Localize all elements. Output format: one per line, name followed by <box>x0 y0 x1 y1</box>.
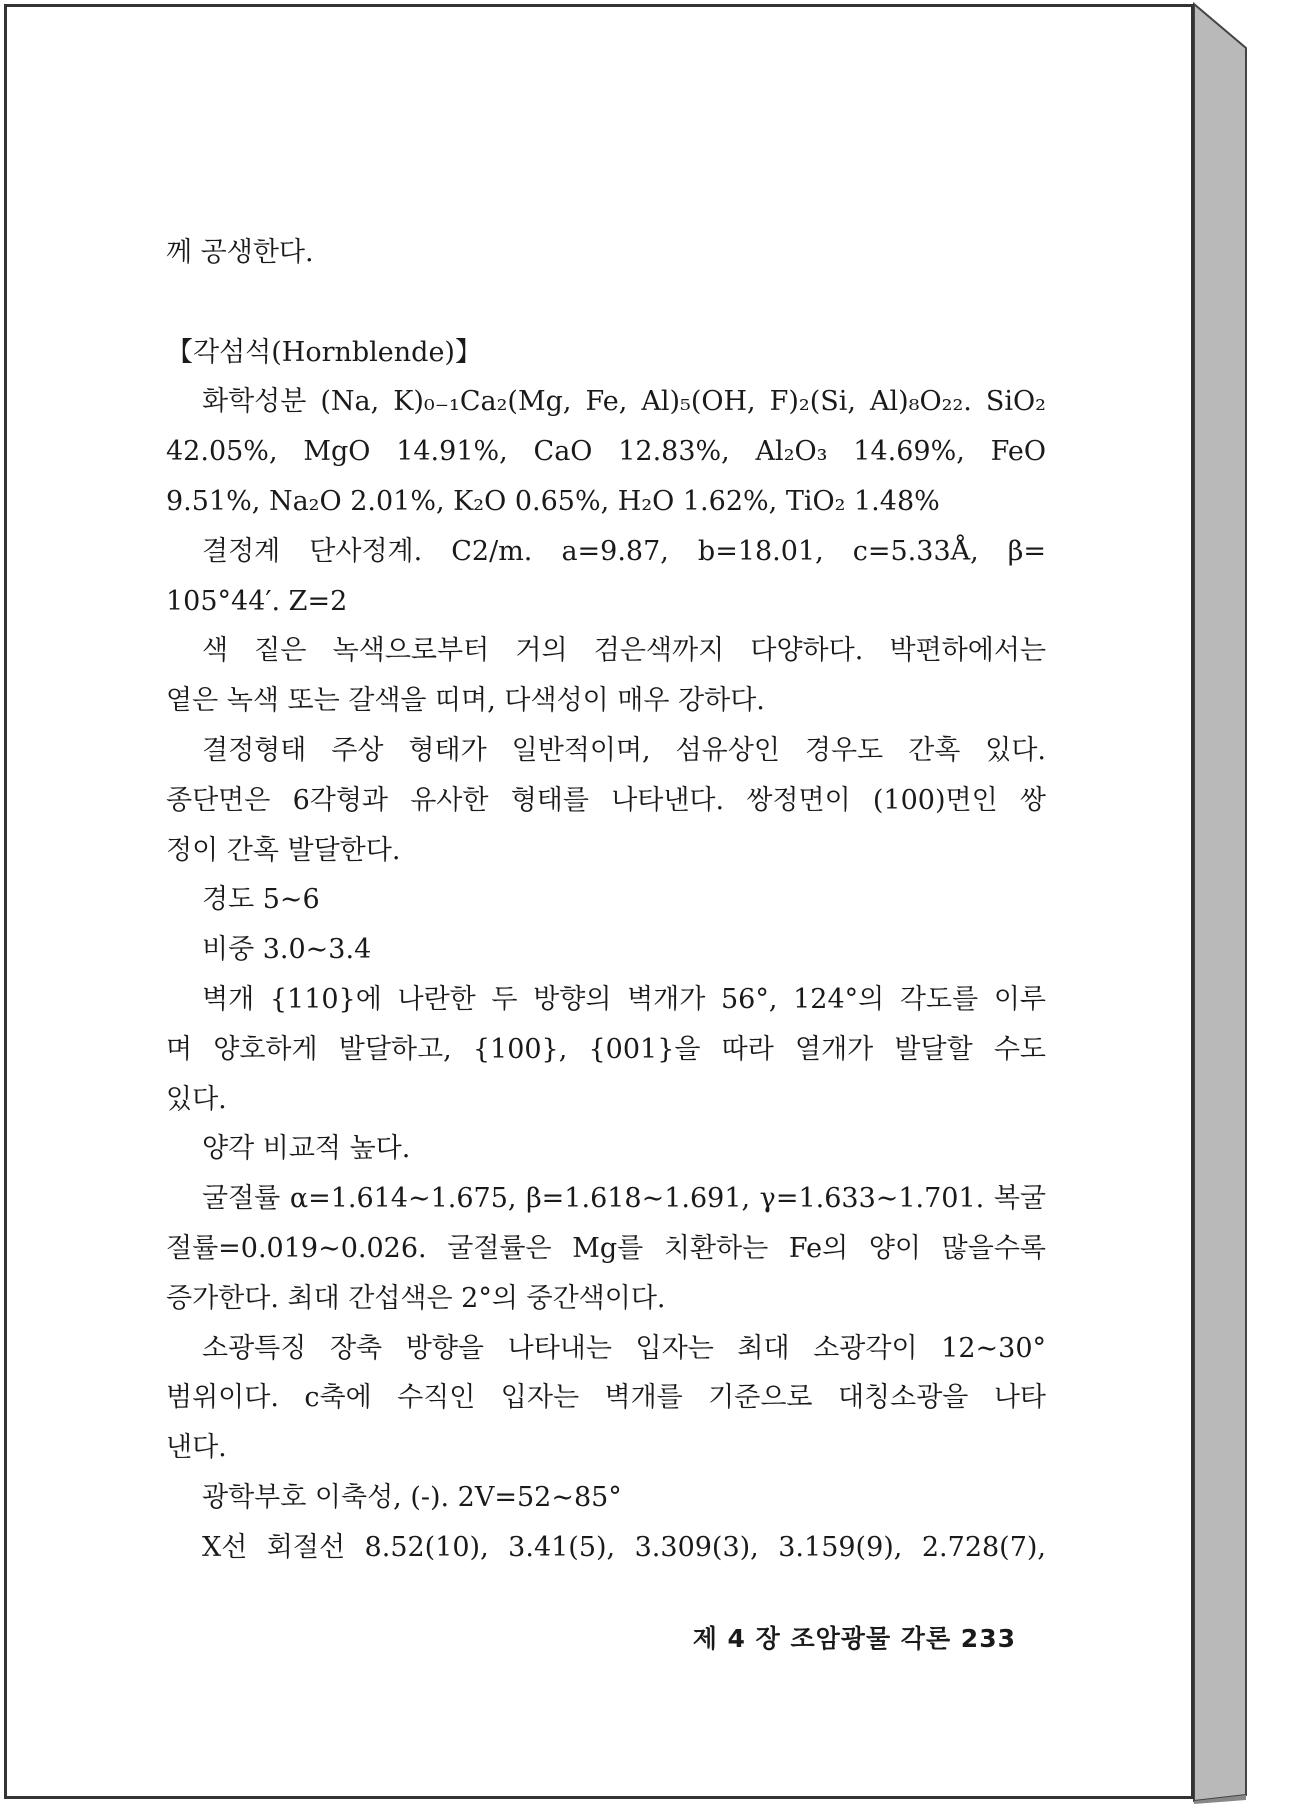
text-line: 있다. <box>166 1083 227 1115</box>
text-line: 옅은 녹색 또는 갈색을 띠며, 다색성이 매우 강하다. <box>166 685 765 717</box>
text-line: 께 공생한다. <box>166 237 314 268</box>
text-line: 범위이다. c축에 수직인 입자는 벽개를 기준으로 대칭소광을 나타 <box>166 1382 1046 1414</box>
text-line: 정이 간혹 발달한다. <box>166 834 401 866</box>
text-line: 9.51%, Na₂O 2.01%, K₂O 0.65%, H₂O 1.62%, TiO₂ 1.48% <box>166 485 940 517</box>
text-line: 소광특징 장축 방향을 나타내는 입자는 최대 소광각이 12∼30° <box>202 1332 1046 1364</box>
text-line: 결정계 단사정계. C2/m. a=9.87, b=18.01, c=5.33Å, β= <box>202 535 1046 567</box>
text-line: 화학성분 (Na, K)₀₋₁Ca₂(Mg, Fe, Al)₅(OH, F)₂(Si, Al)₈O₂₂. SiO₂ <box>202 386 1046 418</box>
text-line: 며 양호하게 발달하고, {100}, {001}을 따라 열개가 발달할 수도 <box>166 1033 1046 1065</box>
text-line: 색 짙은 녹색으로부터 거의 검은색까지 다양하다. 박편하에서는 <box>202 635 1046 667</box>
text-line: 결정형태 주상 형태가 일반적이며, 섬유상인 경우도 간혹 있다. <box>202 734 1046 766</box>
text-line: 105°44′. Z=2 <box>166 585 348 617</box>
text-line: 벽개 {110}에 나란한 두 방향의 벽개가 56°, 124°의 각도를 이루 <box>202 983 1046 1015</box>
text-line: 굴절률 α=1.614∼1.675, β=1.618∼1.691, γ=1.633∼1.701. 복굴 <box>202 1183 1046 1215</box>
text-line: 42.05%, MgO 14.91%, CaO 12.83%, Al₂O₃ 14.69%, FeO <box>166 436 1046 468</box>
text-line: 증가한다. 최대 간섭색은 2°의 중간색이다. <box>166 1282 666 1314</box>
page-footer: 제 4 장 조암광물 각론 233 <box>692 1624 1016 1653</box>
page-body <box>166 228 1046 1573</box>
text-line: X선 회절선 8.52(10), 3.41(5), 3.309(3), 3.159(9), 2.728(7), <box>202 1531 1046 1563</box>
text-line: 종단면은 6각형과 유사한 형태를 나타낸다. 쌍정면이 (100)면인 쌍 <box>166 784 1046 816</box>
text-line: 절률=0.019∼0.026. 굴절률은 Mg를 치환하는 Fe의 양이 많을수록 <box>166 1232 1046 1264</box>
text-line: 경도 5∼6 <box>202 884 320 916</box>
text-line: 낸다. <box>166 1432 227 1464</box>
text-line: 비중 3.0∼3.4 <box>202 934 372 966</box>
text-line: 광학부호 이축성, (-). 2V=52∼85° <box>202 1481 622 1513</box>
section-heading: 【각섬석(Hornblende)】 <box>166 336 482 368</box>
text-line: 양각 비교적 높다. <box>202 1133 411 1165</box>
